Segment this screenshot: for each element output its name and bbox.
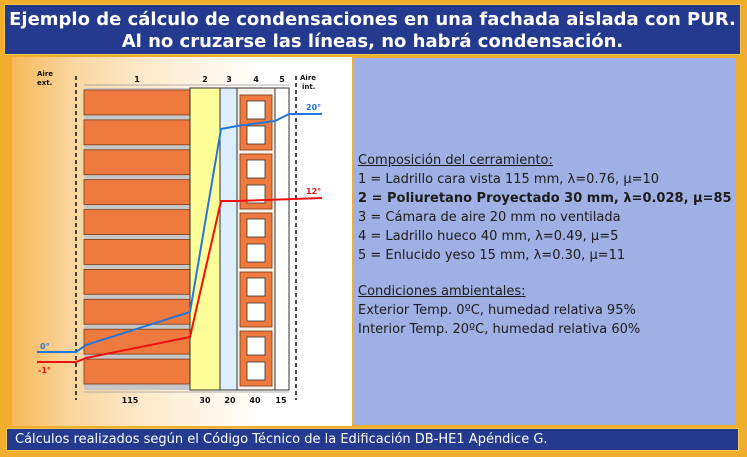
- layer-number-3: 3: [226, 75, 232, 84]
- hollow-brick-cavity: [247, 278, 265, 296]
- hollow-brick-cavity: [247, 126, 265, 144]
- conditions-heading: Condiciones ambientales:: [358, 284, 526, 299]
- temp-inside-label: 20°: [306, 103, 322, 112]
- temp-outside-label: 0°: [40, 342, 50, 351]
- brick-course: [84, 240, 190, 265]
- thickness-1: 115: [121, 396, 139, 405]
- hollow-brick-cavity: [247, 160, 265, 178]
- layer-2-insulation: [190, 88, 220, 390]
- dewpoint-outside-label: -1°: [38, 366, 51, 375]
- composition-item-3: 3 = Cámara de aire 20 mm no ventilada: [358, 210, 621, 225]
- hollow-brick-cavity: [247, 337, 265, 355]
- layer-number-4: 4: [253, 75, 259, 84]
- footer-text: Cálculos realizados según el Código Técnico de la Edificación DB-HE1 Apéndice G.: [15, 432, 548, 447]
- brick-course: [84, 180, 190, 205]
- hollow-brick-cavity: [247, 362, 265, 380]
- composition-item-4: 4 = Ladrillo hueco 40 mm, λ=0.49, μ=5: [358, 229, 619, 244]
- inside-air-label-2: int.: [302, 83, 316, 91]
- title-line-1: Ejemplo de cálculo de condensaciones en una fachada aislada con PUR.: [9, 9, 736, 30]
- brick-course: [84, 120, 190, 145]
- conditions-section: [358, 282, 640, 339]
- title-line-2: Al no cruzarse las líneas, no habrá condensación.: [121, 31, 624, 52]
- brick-course: [84, 210, 190, 235]
- brick-course: [84, 299, 190, 324]
- composition-item-1: 1 = Ladrillo cara vista 115 mm, λ=0.76, μ=10: [358, 172, 660, 187]
- layer-3-air-gap: [220, 88, 237, 390]
- outside-air-label-2: ext.: [37, 79, 53, 87]
- composition-section: [358, 151, 732, 265]
- conditions-item-1: Exterior Temp. 0ºC, humedad relativa 95%: [358, 303, 636, 318]
- layer-number-1: 1: [134, 75, 140, 84]
- inside-air-label-1: Aire: [300, 74, 317, 82]
- footer-banner: [6, 428, 739, 451]
- composition-heading: Composición del cerramiento:: [358, 153, 553, 168]
- thickness-3: 20: [224, 396, 236, 405]
- thickness-5: 15: [275, 396, 287, 405]
- thickness-2: 30: [199, 396, 211, 405]
- conditions-item-2: Interior Temp. 20ºC, humedad relativa 60%: [358, 322, 641, 337]
- thickness-4: 40: [249, 396, 261, 405]
- brick-course: [84, 150, 190, 175]
- hollow-brick-cavity: [247, 244, 265, 262]
- composition-item-2: 2 = Poliuretano Proyectado 30 mm, λ=0.028, μ=85: [358, 191, 732, 206]
- brick-course: [84, 269, 190, 294]
- hollow-brick-cavity: [247, 219, 265, 237]
- dewpoint-inside-label: 12°: [306, 187, 322, 196]
- layer-number-5: 5: [279, 75, 285, 84]
- layer-number-2: 2: [202, 75, 208, 84]
- outside-air-label-1: Aire: [37, 70, 54, 78]
- brick-course: [84, 359, 190, 384]
- hollow-brick-units: [240, 95, 272, 386]
- brick-course: [84, 90, 190, 115]
- composition-item-5: 5 = Enlucido yeso 15 mm, λ=0.30, μ=11: [358, 248, 626, 263]
- hollow-brick-cavity: [247, 303, 265, 321]
- brick-course: [84, 329, 190, 354]
- hollow-brick-cavity: [247, 101, 265, 119]
- layer-5-plaster: [275, 88, 289, 390]
